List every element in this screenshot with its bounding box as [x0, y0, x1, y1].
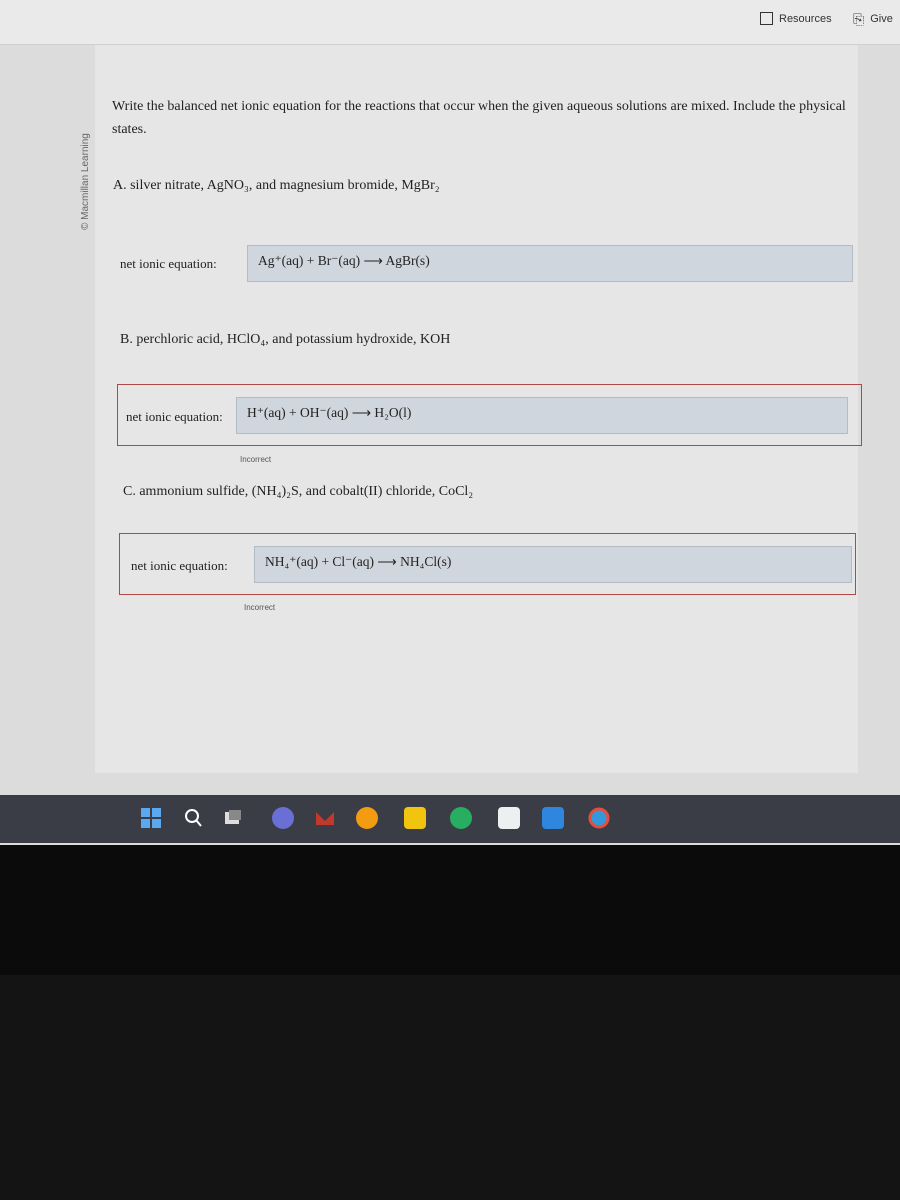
give-up-icon: ⎘: [853, 11, 865, 27]
problem-c-prompt: C. ammonium sulfide, (NH₄)₂S, and cobalt(II) chloride, CoCl₂: [123, 484, 474, 499]
edge-icon[interactable]: [450, 807, 472, 829]
windows-start-icon[interactable]: [140, 807, 162, 829]
windows-taskbar: [0, 795, 900, 843]
mail-app-icon[interactable]: [314, 807, 336, 829]
problem-b-answer-field[interactable]: [236, 397, 848, 434]
problem-b-eq-label: net ionic equation:: [126, 409, 223, 424]
search-icon[interactable]: [182, 807, 204, 829]
problem-c-answer: NH₄⁺(aq) + Cl⁻(aq) ⟶ NH₄Cl(s): [265, 554, 452, 569]
file-explorer-icon[interactable]: [404, 807, 426, 829]
problem-c-answer-field[interactable]: [254, 546, 852, 583]
instructions: Write the balanced net ionic equation for the reactions that occur when the given aqueous solutions are mixed. Include the physical states.: [112, 99, 846, 137]
problem-c-eq-label: net ionic equation:: [131, 558, 228, 573]
store-icon[interactable]: [498, 807, 520, 829]
problem-b-answer: H⁺(aq) + OH⁻(aq) ⟶ H₂O(l): [247, 405, 412, 420]
monitor-bezel: [0, 845, 900, 975]
teams-chat-icon[interactable]: [272, 807, 294, 829]
top-toolbar: [0, 0, 900, 45]
resources-icon: [760, 12, 773, 25]
problem-c-feedback: Incorrect: [244, 603, 276, 612]
problem-a-answer-field[interactable]: [247, 245, 853, 282]
mail-icon[interactable]: [542, 807, 564, 829]
resources-label: Resources: [779, 12, 832, 25]
opera-icon[interactable]: [588, 807, 610, 829]
problem-b-prompt: B. perchloric acid, HClO₄, and potassium hydroxide, KOH: [120, 332, 451, 347]
copyright-watermark: © Macmillan Learning: [80, 133, 91, 230]
resources-button[interactable]: [760, 12, 832, 25]
task-view-icon[interactable]: [222, 807, 244, 829]
problem-b-feedback: Incorrect: [240, 455, 272, 464]
problem-a-answer: Ag⁺(aq) + Br⁻(aq) ⟶ AgBr(s): [258, 253, 430, 268]
problem-a-prompt: A. silver nitrate, AgNO₃, and magnesium bromide, MgBr₂: [113, 178, 440, 193]
problem-a-eq-label: net ionic equation:: [120, 256, 217, 271]
firefox-icon[interactable]: [356, 807, 378, 829]
give-up-button[interactable]: [853, 12, 893, 26]
give-up-label: Give: [870, 13, 893, 25]
